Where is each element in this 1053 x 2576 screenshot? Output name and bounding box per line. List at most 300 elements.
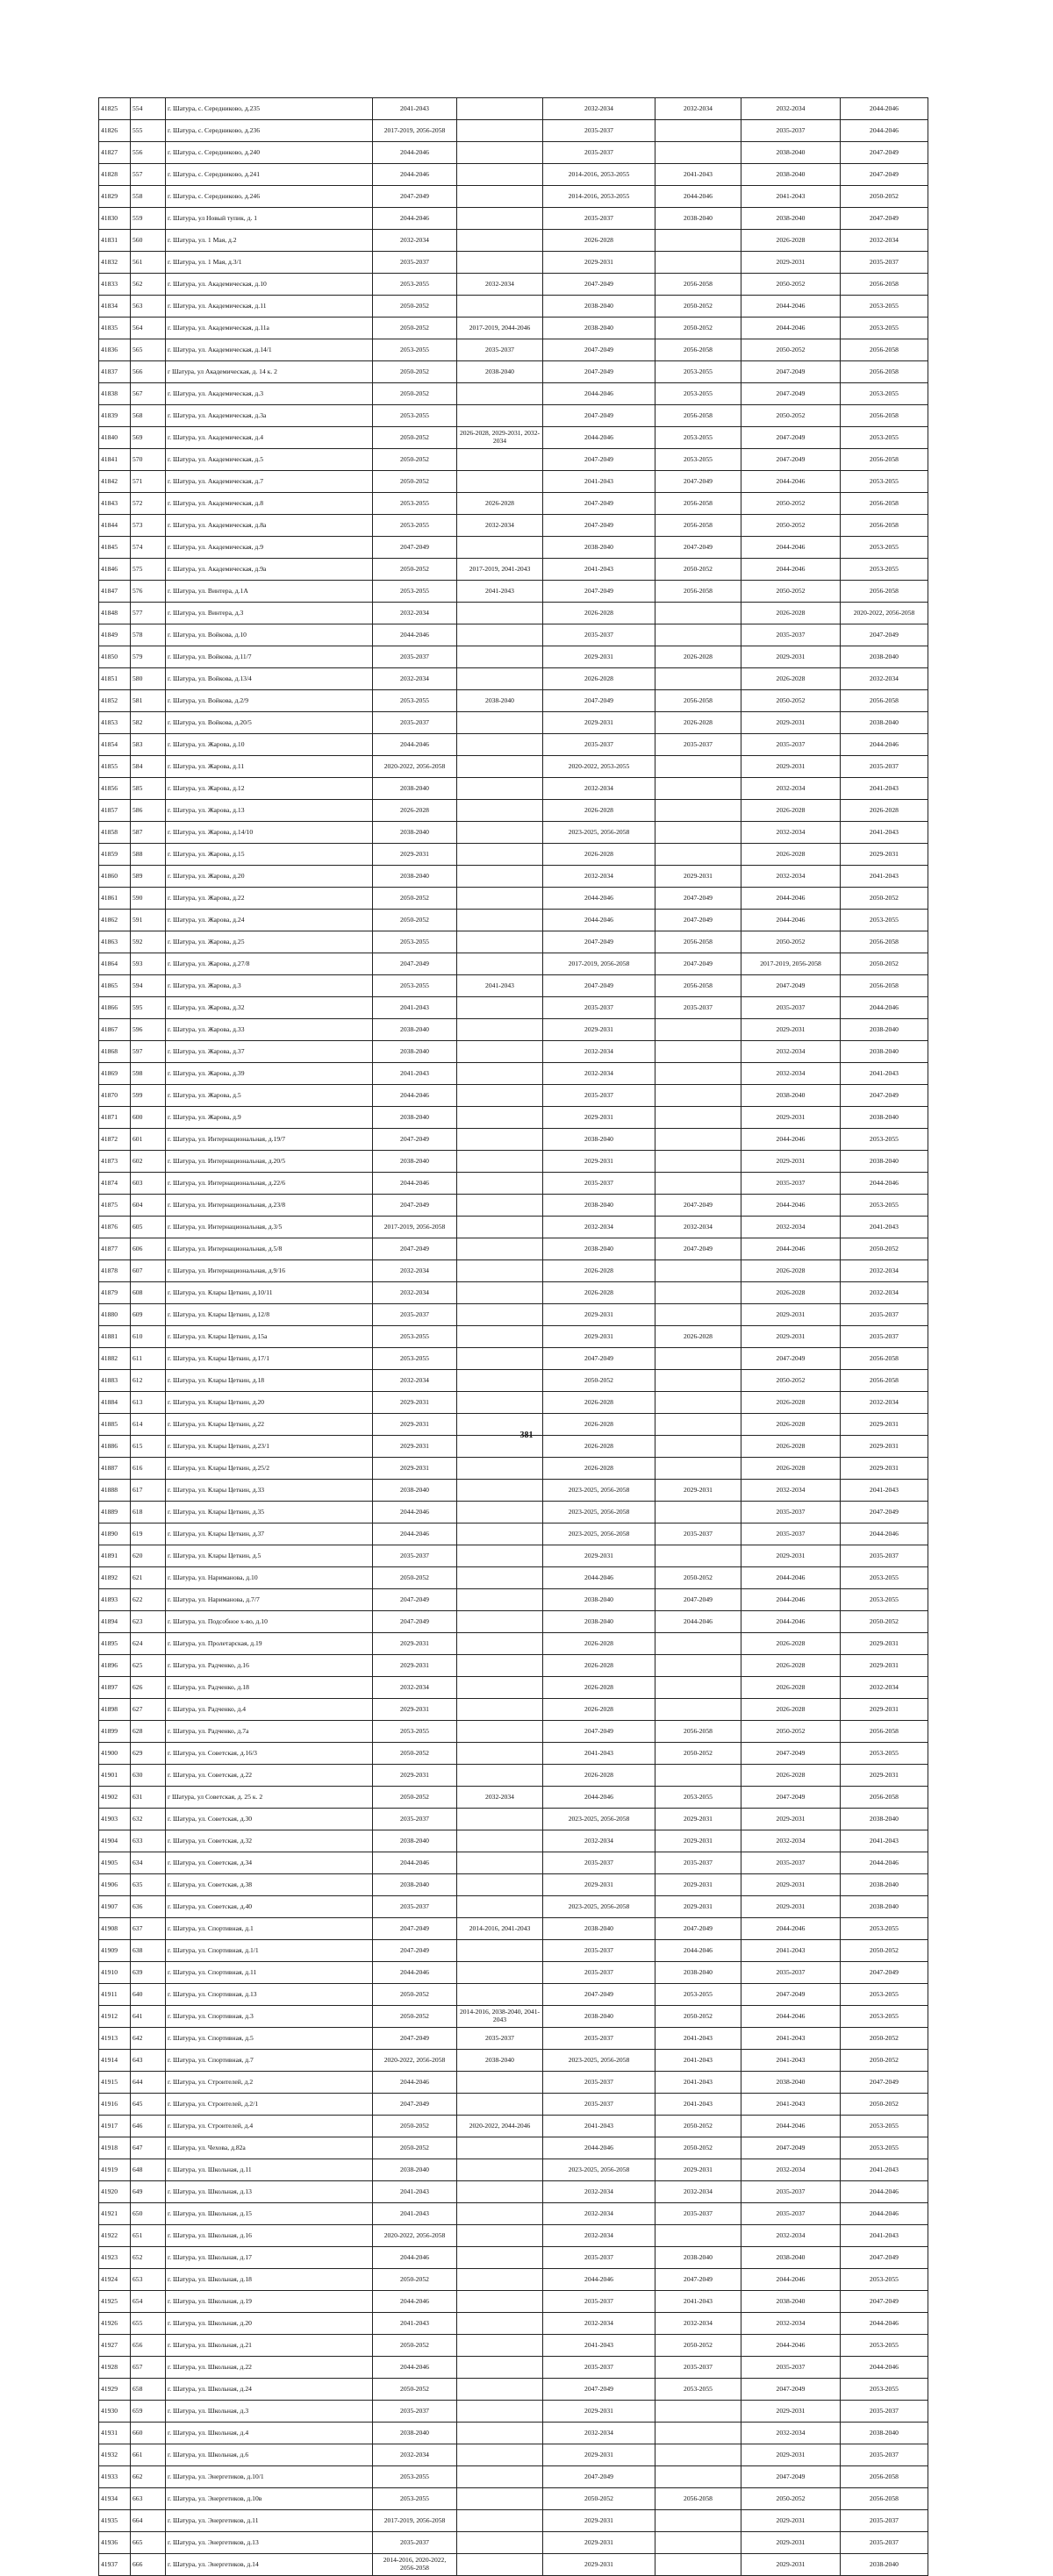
- period-cell-2: [457, 2488, 543, 2510]
- table-row: [99, 1809, 928, 1830]
- row-number-cell: 601: [131, 1129, 166, 1151]
- row-id-cell: 41869: [99, 1063, 131, 1085]
- period-cell-3: 2047-2049: [543, 1721, 655, 1743]
- period-cell-3: 2029-2031: [543, 1304, 655, 1326]
- period-cell-5: 2026-2028: [741, 1765, 841, 1787]
- period-cell-3: 2050-2052: [543, 1370, 655, 1392]
- address-cell: г. Шатура, ул. Жарова, д.9: [166, 1107, 373, 1129]
- row-number-cell: 559: [131, 208, 166, 230]
- period-cell-6: 2053-2055: [841, 2137, 928, 2159]
- table-row: [99, 1765, 928, 1787]
- row-id-cell: 41866: [99, 997, 131, 1019]
- row-number-cell: 637: [131, 1918, 166, 1940]
- period-cell-1: 2047-2049: [373, 186, 457, 208]
- period-cell-2: [457, 1677, 543, 1699]
- period-cell-3: 2023-2025, 2056-2058: [543, 1523, 655, 1545]
- period-cell-6: 2044-2046: [841, 734, 928, 756]
- period-cell-2: [457, 230, 543, 252]
- period-cell-2: [457, 2313, 543, 2335]
- row-id-cell: 41878: [99, 1260, 131, 1282]
- period-cell-3: 2032-2034: [543, 2423, 655, 2444]
- period-cell-2: 2032-2034: [457, 515, 543, 537]
- address-cell: г. Шатура, ул. Винтера, д.3: [166, 603, 373, 624]
- table-row: [99, 2094, 928, 2116]
- address-cell: г. Шатура, ул. Энергетиков, д.14: [166, 2554, 373, 2576]
- period-cell-1: 2035-2037: [373, 712, 457, 734]
- table-row: [99, 449, 928, 471]
- address-cell: г. Шатура, ул. Клары Цеткин, д.17/1: [166, 1348, 373, 1370]
- period-cell-6: 2056-2058: [841, 1787, 928, 1809]
- period-cell-4: 2053-2055: [655, 2379, 741, 2401]
- period-cell-2: [457, 2291, 543, 2313]
- page-number: 381: [519, 1431, 534, 1440]
- period-cell-1: 2032-2034: [373, 1370, 457, 1392]
- period-cell-5: 2029-2031: [741, 1304, 841, 1326]
- period-cell-3: 2038-2040: [543, 2006, 655, 2028]
- period-cell-2: 2038-2040: [457, 690, 543, 712]
- table-row: [99, 493, 928, 515]
- period-cell-3: 2026-2028: [543, 603, 655, 624]
- period-cell-6: 2050-2052: [841, 2028, 928, 2050]
- period-cell-5: 2044-2046: [741, 537, 841, 559]
- period-cell-6: 2041-2043: [841, 1063, 928, 1085]
- period-cell-2: [457, 1589, 543, 1611]
- period-cell-5: 2032-2034: [741, 2423, 841, 2444]
- address-cell: г. Шатура, ул. Жарова, д.5: [166, 1085, 373, 1107]
- period-cell-3: 2038-2040: [543, 1611, 655, 1633]
- table-row: [99, 756, 928, 778]
- address-cell: г. Шатура, ул. Жарова, д.33: [166, 1019, 373, 1041]
- period-cell-4: [655, 2554, 741, 2576]
- period-cell-1: 2053-2055: [373, 581, 457, 603]
- row-id-cell: 41838: [99, 383, 131, 405]
- period-cell-4: 2029-2031: [655, 1480, 741, 1502]
- period-cell-3: 2026-2028: [543, 1436, 655, 1458]
- row-id-cell: 41896: [99, 1655, 131, 1677]
- row-number-cell: 614: [131, 1414, 166, 1436]
- address-cell: г. Шатура, ул. Советская, д.40: [166, 1896, 373, 1918]
- row-id-cell: 41891: [99, 1545, 131, 1567]
- period-cell-2: [457, 2072, 543, 2094]
- period-cell-6: 2035-2037: [841, 1545, 928, 1567]
- period-cell-5: 2035-2037: [741, 1502, 841, 1523]
- period-cell-2: [457, 1282, 543, 1304]
- table-row: [99, 2225, 928, 2247]
- period-cell-2: [457, 1195, 543, 1217]
- period-cell-1: 2038-2040: [373, 822, 457, 844]
- period-cell-4: 2035-2037: [655, 1523, 741, 1545]
- period-cell-6: 2041-2043: [841, 866, 928, 888]
- period-cell-4: [655, 1392, 741, 1414]
- address-cell: г. Шатура, ул. Академическая, д.3а: [166, 405, 373, 427]
- row-number-cell: 623: [131, 1611, 166, 1633]
- period-cell-1: 2053-2055: [373, 515, 457, 537]
- address-cell: г. Шатура, ул. Чехова, д.82а: [166, 2137, 373, 2159]
- row-id-cell: 41928: [99, 2357, 131, 2379]
- period-cell-1: 2050-2052: [373, 361, 457, 383]
- period-cell-6: 2029-2031: [841, 1765, 928, 1787]
- row-id-cell: 41830: [99, 208, 131, 230]
- row-number-cell: 656: [131, 2335, 166, 2357]
- period-cell-4: [655, 1502, 741, 1523]
- period-cell-4: [655, 1085, 741, 1107]
- period-cell-4: 2047-2049: [655, 888, 741, 910]
- period-cell-1: 2050-2052: [373, 2269, 457, 2291]
- table-row: [99, 1304, 928, 1326]
- period-cell-5: 2050-2052: [741, 274, 841, 296]
- row-number-cell: 580: [131, 668, 166, 690]
- table-row: [99, 1238, 928, 1260]
- period-cell-5: 2047-2049: [741, 383, 841, 405]
- period-cell-2: [457, 1085, 543, 1107]
- table-row: [99, 866, 928, 888]
- period-cell-1: 2050-2052: [373, 1984, 457, 2006]
- table-row: [99, 2423, 928, 2444]
- address-cell: г. Шатура, ул. Академическая, д.11: [166, 296, 373, 318]
- row-number-cell: 592: [131, 931, 166, 953]
- period-cell-6: 2056-2058: [841, 449, 928, 471]
- period-cell-4: [655, 624, 741, 646]
- period-cell-3: 2047-2049: [543, 361, 655, 383]
- period-cell-4: 2044-2046: [655, 1611, 741, 1633]
- period-cell-6: 2053-2055: [841, 1918, 928, 1940]
- period-cell-4: 2035-2037: [655, 1852, 741, 1874]
- period-cell-2: [457, 1896, 543, 1918]
- period-cell-4: [655, 1107, 741, 1129]
- period-cell-1: 2038-2040: [373, 1874, 457, 1896]
- period-cell-4: [655, 2510, 741, 2532]
- period-cell-5: 2050-2052: [741, 1370, 841, 1392]
- period-cell-1: 2044-2046: [373, 1962, 457, 1984]
- period-cell-1: 2032-2034: [373, 230, 457, 252]
- row-id-cell: 41929: [99, 2379, 131, 2401]
- table-row: [99, 427, 928, 449]
- row-number-cell: 589: [131, 866, 166, 888]
- row-id-cell: 41852: [99, 690, 131, 712]
- period-cell-1: 2038-2040: [373, 1830, 457, 1852]
- period-cell-6: 2050-2052: [841, 1238, 928, 1260]
- row-number-cell: 600: [131, 1107, 166, 1129]
- row-id-cell: 41839: [99, 405, 131, 427]
- period-cell-4: 2050-2052: [655, 559, 741, 581]
- table-row: [99, 581, 928, 603]
- period-cell-2: [457, 1326, 543, 1348]
- row-id-cell: 41903: [99, 1809, 131, 1830]
- address-cell: г. Шатура, ул. Академическая, д.8: [166, 493, 373, 515]
- period-cell-3: 2038-2040: [543, 318, 655, 339]
- period-cell-5: 2026-2028: [741, 1282, 841, 1304]
- period-cell-3: 2023-2025, 2056-2058: [543, 822, 655, 844]
- period-cell-1: 2050-2052: [373, 1743, 457, 1765]
- row-id-cell: 41844: [99, 515, 131, 537]
- period-cell-5: 2026-2028: [741, 1392, 841, 1414]
- row-id-cell: 41873: [99, 1151, 131, 1173]
- table-row: [99, 1830, 928, 1852]
- row-id-cell: 41858: [99, 822, 131, 844]
- row-id-cell: 41847: [99, 581, 131, 603]
- period-cell-3: 2023-2025, 2056-2058: [543, 1896, 655, 1918]
- period-cell-1: 2050-2052: [373, 559, 457, 581]
- row-id-cell: 41826: [99, 120, 131, 142]
- period-cell-1: 2038-2040: [373, 778, 457, 800]
- period-cell-3: 2038-2040: [543, 1129, 655, 1151]
- row-number-cell: 648: [131, 2159, 166, 2181]
- address-cell: г. Шатура, ул. Академическая, д.3: [166, 383, 373, 405]
- address-cell: г. Шатура, ул. Интернациональная, д.20/5: [166, 1151, 373, 1173]
- row-id-cell: 41901: [99, 1765, 131, 1787]
- period-cell-5: 2029-2031: [741, 1896, 841, 1918]
- table-row: [99, 1480, 928, 1502]
- period-cell-4: 2026-2028: [655, 712, 741, 734]
- address-cell: г. Шатура, ул. Жарова, д.32: [166, 997, 373, 1019]
- period-cell-6: 2032-2034: [841, 668, 928, 690]
- table-row: [99, 2335, 928, 2357]
- period-cell-5: 2026-2028: [741, 230, 841, 252]
- period-cell-6: 2056-2058: [841, 493, 928, 515]
- period-cell-1: 2044-2046: [373, 1085, 457, 1107]
- period-cell-2: [457, 1304, 543, 1326]
- period-cell-6: 2053-2055: [841, 318, 928, 339]
- period-cell-4: [655, 2532, 741, 2554]
- period-cell-5: 2050-2052: [741, 690, 841, 712]
- address-cell: г. Шатура, ул. Винтера, д.1А: [166, 581, 373, 603]
- period-cell-3: 2035-2037: [543, 997, 655, 1019]
- row-id-cell: 41923: [99, 2247, 131, 2269]
- period-cell-6: 2053-2055: [841, 910, 928, 931]
- period-cell-2: [457, 1765, 543, 1787]
- period-cell-4: 2044-2046: [655, 1940, 741, 1962]
- period-cell-5: 2026-2028: [741, 603, 841, 624]
- period-cell-5: 2044-2046: [741, 318, 841, 339]
- period-cell-2: [457, 756, 543, 778]
- period-cell-3: 2017-2019, 2056-2058: [543, 953, 655, 975]
- period-cell-6: 2053-2055: [841, 383, 928, 405]
- period-cell-1: 2047-2049: [373, 1238, 457, 1260]
- row-id-cell: 41879: [99, 1282, 131, 1304]
- period-cell-6: 2032-2034: [841, 1260, 928, 1282]
- address-cell: г. Шатура, ул. Нариманова, д.10: [166, 1567, 373, 1589]
- row-number-cell: 562: [131, 274, 166, 296]
- period-cell-6: 2035-2037: [841, 252, 928, 274]
- period-cell-6: 2038-2040: [841, 646, 928, 668]
- address-cell: г. Шатура, ул. Жарова, д.37: [166, 1041, 373, 1063]
- period-cell-1: 2032-2034: [373, 1677, 457, 1699]
- period-cell-6: 2053-2055: [841, 296, 928, 318]
- table-row: [99, 1611, 928, 1633]
- period-cell-5: 2044-2046: [741, 559, 841, 581]
- period-cell-3: 2023-2025, 2056-2058: [543, 2050, 655, 2072]
- period-cell-3: 2041-2043: [543, 2335, 655, 2357]
- period-cell-1: 2050-2052: [373, 910, 457, 931]
- row-number-cell: 646: [131, 2116, 166, 2137]
- row-id-cell: 41927: [99, 2335, 131, 2357]
- period-cell-3: 2023-2025, 2056-2058: [543, 1480, 655, 1502]
- period-cell-6: 2050-2052: [841, 186, 928, 208]
- period-cell-5: 2035-2037: [741, 2203, 841, 2225]
- period-cell-3: 2035-2037: [543, 2072, 655, 2094]
- row-number-cell: 650: [131, 2203, 166, 2225]
- period-cell-6: 2038-2040: [841, 1019, 928, 1041]
- row-number-cell: 617: [131, 1480, 166, 1502]
- period-cell-5: 2041-2043: [741, 2050, 841, 2072]
- row-number-cell: 577: [131, 603, 166, 624]
- period-cell-4: 2056-2058: [655, 339, 741, 361]
- period-cell-2: [457, 1984, 543, 2006]
- period-cell-6: 2044-2046: [841, 2181, 928, 2203]
- row-id-cell: 41855: [99, 756, 131, 778]
- period-cell-2: [457, 2444, 543, 2466]
- row-number-cell: 627: [131, 1699, 166, 1721]
- row-id-cell: 41837: [99, 361, 131, 383]
- period-cell-5: 2038-2040: [741, 2291, 841, 2313]
- row-number-cell: 659: [131, 2401, 166, 2423]
- row-number-cell: 570: [131, 449, 166, 471]
- period-cell-6: 2038-2040: [841, 1809, 928, 1830]
- period-cell-5: 2050-2052: [741, 339, 841, 361]
- period-cell-1: 2035-2037: [373, 1809, 457, 1830]
- address-cell: г. Шатура, ул. Подсобное х-во, д.10: [166, 1611, 373, 1633]
- period-cell-5: 2029-2031: [741, 1326, 841, 1348]
- table-row: [99, 2401, 928, 2423]
- period-cell-5: 2044-2046: [741, 1129, 841, 1151]
- period-cell-4: 2047-2049: [655, 537, 741, 559]
- period-cell-4: 2050-2052: [655, 1567, 741, 1589]
- address-cell: г. Шатура, ул. Спортивная, д.1: [166, 1918, 373, 1940]
- period-cell-1: 2035-2037: [373, 1545, 457, 1567]
- period-cell-6: 2050-2052: [841, 888, 928, 910]
- period-cell-4: 2053-2055: [655, 449, 741, 471]
- period-cell-2: [457, 471, 543, 493]
- period-cell-4: 2026-2028: [655, 1326, 741, 1348]
- period-cell-4: 2056-2058: [655, 581, 741, 603]
- period-cell-4: 2047-2049: [655, 953, 741, 975]
- row-number-cell: 655: [131, 2313, 166, 2335]
- period-cell-3: 2044-2046: [543, 2137, 655, 2159]
- period-cell-3: 2041-2043: [543, 1743, 655, 1765]
- period-cell-5: 2041-2043: [741, 2094, 841, 2116]
- row-id-cell: 41930: [99, 2401, 131, 2423]
- period-cell-4: 2038-2040: [655, 208, 741, 230]
- period-cell-6: 2047-2049: [841, 208, 928, 230]
- period-cell-6: 2053-2055: [841, 2269, 928, 2291]
- period-cell-6: 2056-2058: [841, 931, 928, 953]
- address-cell: г. Шатура, ул. Клары Цеткин, д.22: [166, 1414, 373, 1436]
- row-id-cell: 41892: [99, 1567, 131, 1589]
- address-cell: г. Шатура, с. Середниково, д.235: [166, 98, 373, 120]
- period-cell-6: 2056-2058: [841, 690, 928, 712]
- table-row: [99, 1260, 928, 1282]
- period-cell-5: 2026-2028: [741, 1458, 841, 1480]
- table-row: [99, 1326, 928, 1348]
- period-cell-3: 2029-2031: [543, 2532, 655, 2554]
- period-cell-3: 2044-2046: [543, 910, 655, 931]
- row-id-cell: 41874: [99, 1173, 131, 1195]
- address-cell: г. Шатура, ул. Советская, д.22: [166, 1765, 373, 1787]
- period-cell-4: 2053-2055: [655, 1984, 741, 2006]
- period-cell-1: 2035-2037: [373, 1896, 457, 1918]
- period-cell-1: 2041-2043: [373, 997, 457, 1019]
- period-cell-4: 2056-2058: [655, 1721, 741, 1743]
- table-row: [99, 318, 928, 339]
- period-cell-3: 2035-2037: [543, 1085, 655, 1107]
- period-cell-3: 2035-2037: [543, 2291, 655, 2313]
- address-cell: г. Шатура, ул. Академическая, д.8а: [166, 515, 373, 537]
- period-cell-3: 2029-2031: [543, 1107, 655, 1129]
- period-cell-6: 2029-2031: [841, 1655, 928, 1677]
- row-id-cell: 41924: [99, 2269, 131, 2291]
- period-cell-6: 2050-2052: [841, 2094, 928, 2116]
- period-cell-6: 2047-2049: [841, 624, 928, 646]
- period-cell-4: [655, 1348, 741, 1370]
- period-cell-4: 2047-2049: [655, 2269, 741, 2291]
- period-cell-3: 2026-2028: [543, 1260, 655, 1282]
- row-id-cell: 41846: [99, 559, 131, 581]
- period-cell-1: 2044-2046: [373, 734, 457, 756]
- register-table: [98, 97, 928, 2576]
- period-cell-4: [655, 1545, 741, 1567]
- table-row: [99, 2532, 928, 2554]
- period-cell-2: [457, 164, 543, 186]
- period-cell-5: 2047-2049: [741, 2137, 841, 2159]
- period-cell-4: 2029-2031: [655, 1874, 741, 1896]
- period-cell-4: 2035-2037: [655, 2357, 741, 2379]
- row-number-cell: 593: [131, 953, 166, 975]
- row-number-cell: 576: [131, 581, 166, 603]
- period-cell-5: 2050-2052: [741, 581, 841, 603]
- period-cell-2: [457, 405, 543, 427]
- row-number-cell: 572: [131, 493, 166, 515]
- period-cell-4: [655, 844, 741, 866]
- period-cell-4: 2050-2052: [655, 2116, 741, 2137]
- period-cell-5: 2044-2046: [741, 2116, 841, 2137]
- period-cell-5: 2035-2037: [741, 1962, 841, 1984]
- table-row: [99, 1041, 928, 1063]
- period-cell-5: 2035-2037: [741, 734, 841, 756]
- row-number-cell: 664: [131, 2510, 166, 2532]
- period-cell-1: 2050-2052: [373, 1787, 457, 1809]
- period-cell-2: 2014-2016, 2041-2043: [457, 1918, 543, 1940]
- period-cell-1: 2050-2052: [373, 2379, 457, 2401]
- period-cell-3: 2026-2028: [543, 1655, 655, 1677]
- row-id-cell: 41877: [99, 1238, 131, 1260]
- period-cell-3: 2032-2034: [543, 2203, 655, 2225]
- row-number-cell: 635: [131, 1874, 166, 1896]
- period-cell-4: 2056-2058: [655, 274, 741, 296]
- period-cell-2: [457, 800, 543, 822]
- period-cell-2: [457, 1940, 543, 1962]
- period-cell-2: [457, 2379, 543, 2401]
- table-row: [99, 1458, 928, 1480]
- period-cell-3: 2026-2028: [543, 1392, 655, 1414]
- row-id-cell: 41907: [99, 1896, 131, 1918]
- address-cell: г. Шатура, ул. Жарова, д.22: [166, 888, 373, 910]
- period-cell-5: 2029-2031: [741, 712, 841, 734]
- row-id-cell: 41933: [99, 2466, 131, 2488]
- period-cell-2: [457, 142, 543, 164]
- row-id-cell: 41836: [99, 339, 131, 361]
- period-cell-4: [655, 1151, 741, 1173]
- period-cell-1: 2029-2031: [373, 1765, 457, 1787]
- period-cell-6: 2029-2031: [841, 1436, 928, 1458]
- row-number-cell: 625: [131, 1655, 166, 1677]
- row-id-cell: 41840: [99, 427, 131, 449]
- row-id-cell: 41833: [99, 274, 131, 296]
- row-id-cell: 41931: [99, 2423, 131, 2444]
- row-number-cell: 624: [131, 1633, 166, 1655]
- period-cell-5: 2044-2046: [741, 296, 841, 318]
- period-cell-1: 2020-2022, 2056-2058: [373, 756, 457, 778]
- period-cell-3: 2029-2031: [543, 712, 655, 734]
